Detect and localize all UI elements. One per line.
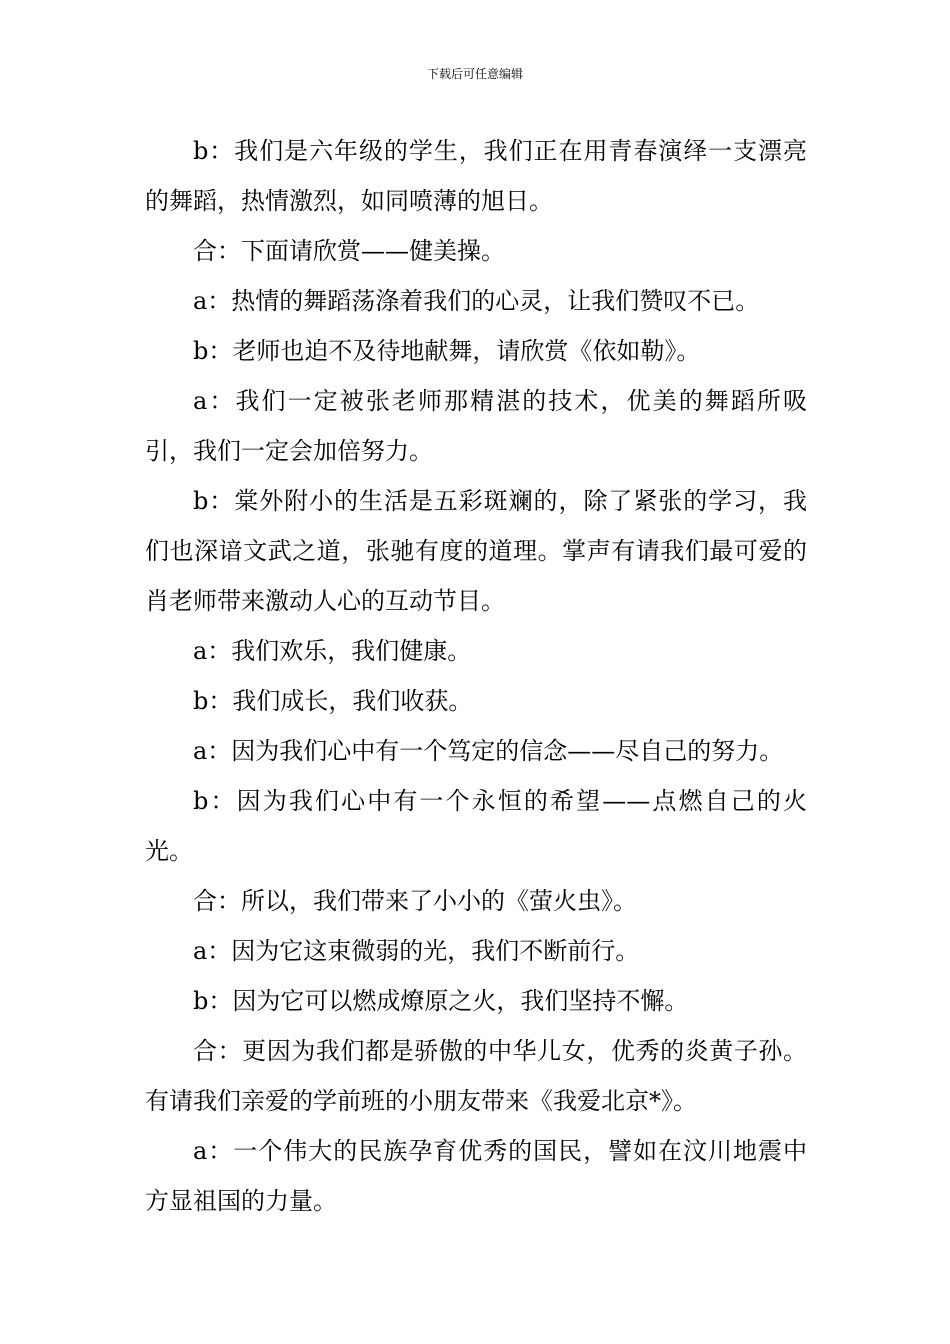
paragraph: a：因为我们心中有一个笃定的信念——尽自己的努力。 <box>193 737 784 765</box>
paragraph: b：因为我们心中有一个永恒的希望——点燃自己的火光。 <box>145 787 807 865</box>
paragraph: 合：所以，我们带来了小小的《萤火虫》。 <box>193 887 637 915</box>
paragraph: 合：更因为我们都是骄傲的中华儿女，优秀的炎黄子孙。有请我们亲爱的学前班的小朋友带来《我爱北京*》。 <box>145 1037 807 1115</box>
paragraph: a：我们一定被张老师那精湛的技术，优美的舞蹈所吸引，我们一定会加倍努力。 <box>145 387 807 465</box>
paragraph: b：棠外附小的生活是五彩斑斓的，除了紧张的学习，我们也深谙文武之道，张驰有度的道理。掌声有请我们最可爱的肖老师带来激动人心的互动节目。 <box>145 487 807 615</box>
paragraph: b：老师也迫不及待地献舞，请欣赏《依如勒》。 <box>193 337 701 365</box>
paragraph: a：因为它这束微弱的光，我们不断前行。 <box>193 937 640 965</box>
paragraph: 合：下面请欣赏——健美操。 <box>193 237 505 265</box>
paragraph: b：我们是六年级的学生，我们正在用青春演绎一支漂亮的舞蹈，热情激烈，如同喷薄的旭日。 <box>145 137 807 215</box>
document-body <box>145 126 807 1226</box>
paragraph: a：热情的舞蹈荡涤着我们的心灵，让我们赞叹不已。 <box>193 287 760 315</box>
paragraph: b：我们成长，我们收获。 <box>193 687 473 715</box>
page-header: 下载后可任意编辑 <box>426 67 523 81</box>
paragraph: a：我们欢乐，我们健康。 <box>193 637 472 665</box>
paragraph: a：一个伟大的民族孕育优秀的国民，譬如在汶川地震中方显祖国的力量。 <box>145 1137 807 1215</box>
paragraph: b：因为它可以燃成燎原之火，我们坚持不懈。 <box>193 987 689 1015</box>
